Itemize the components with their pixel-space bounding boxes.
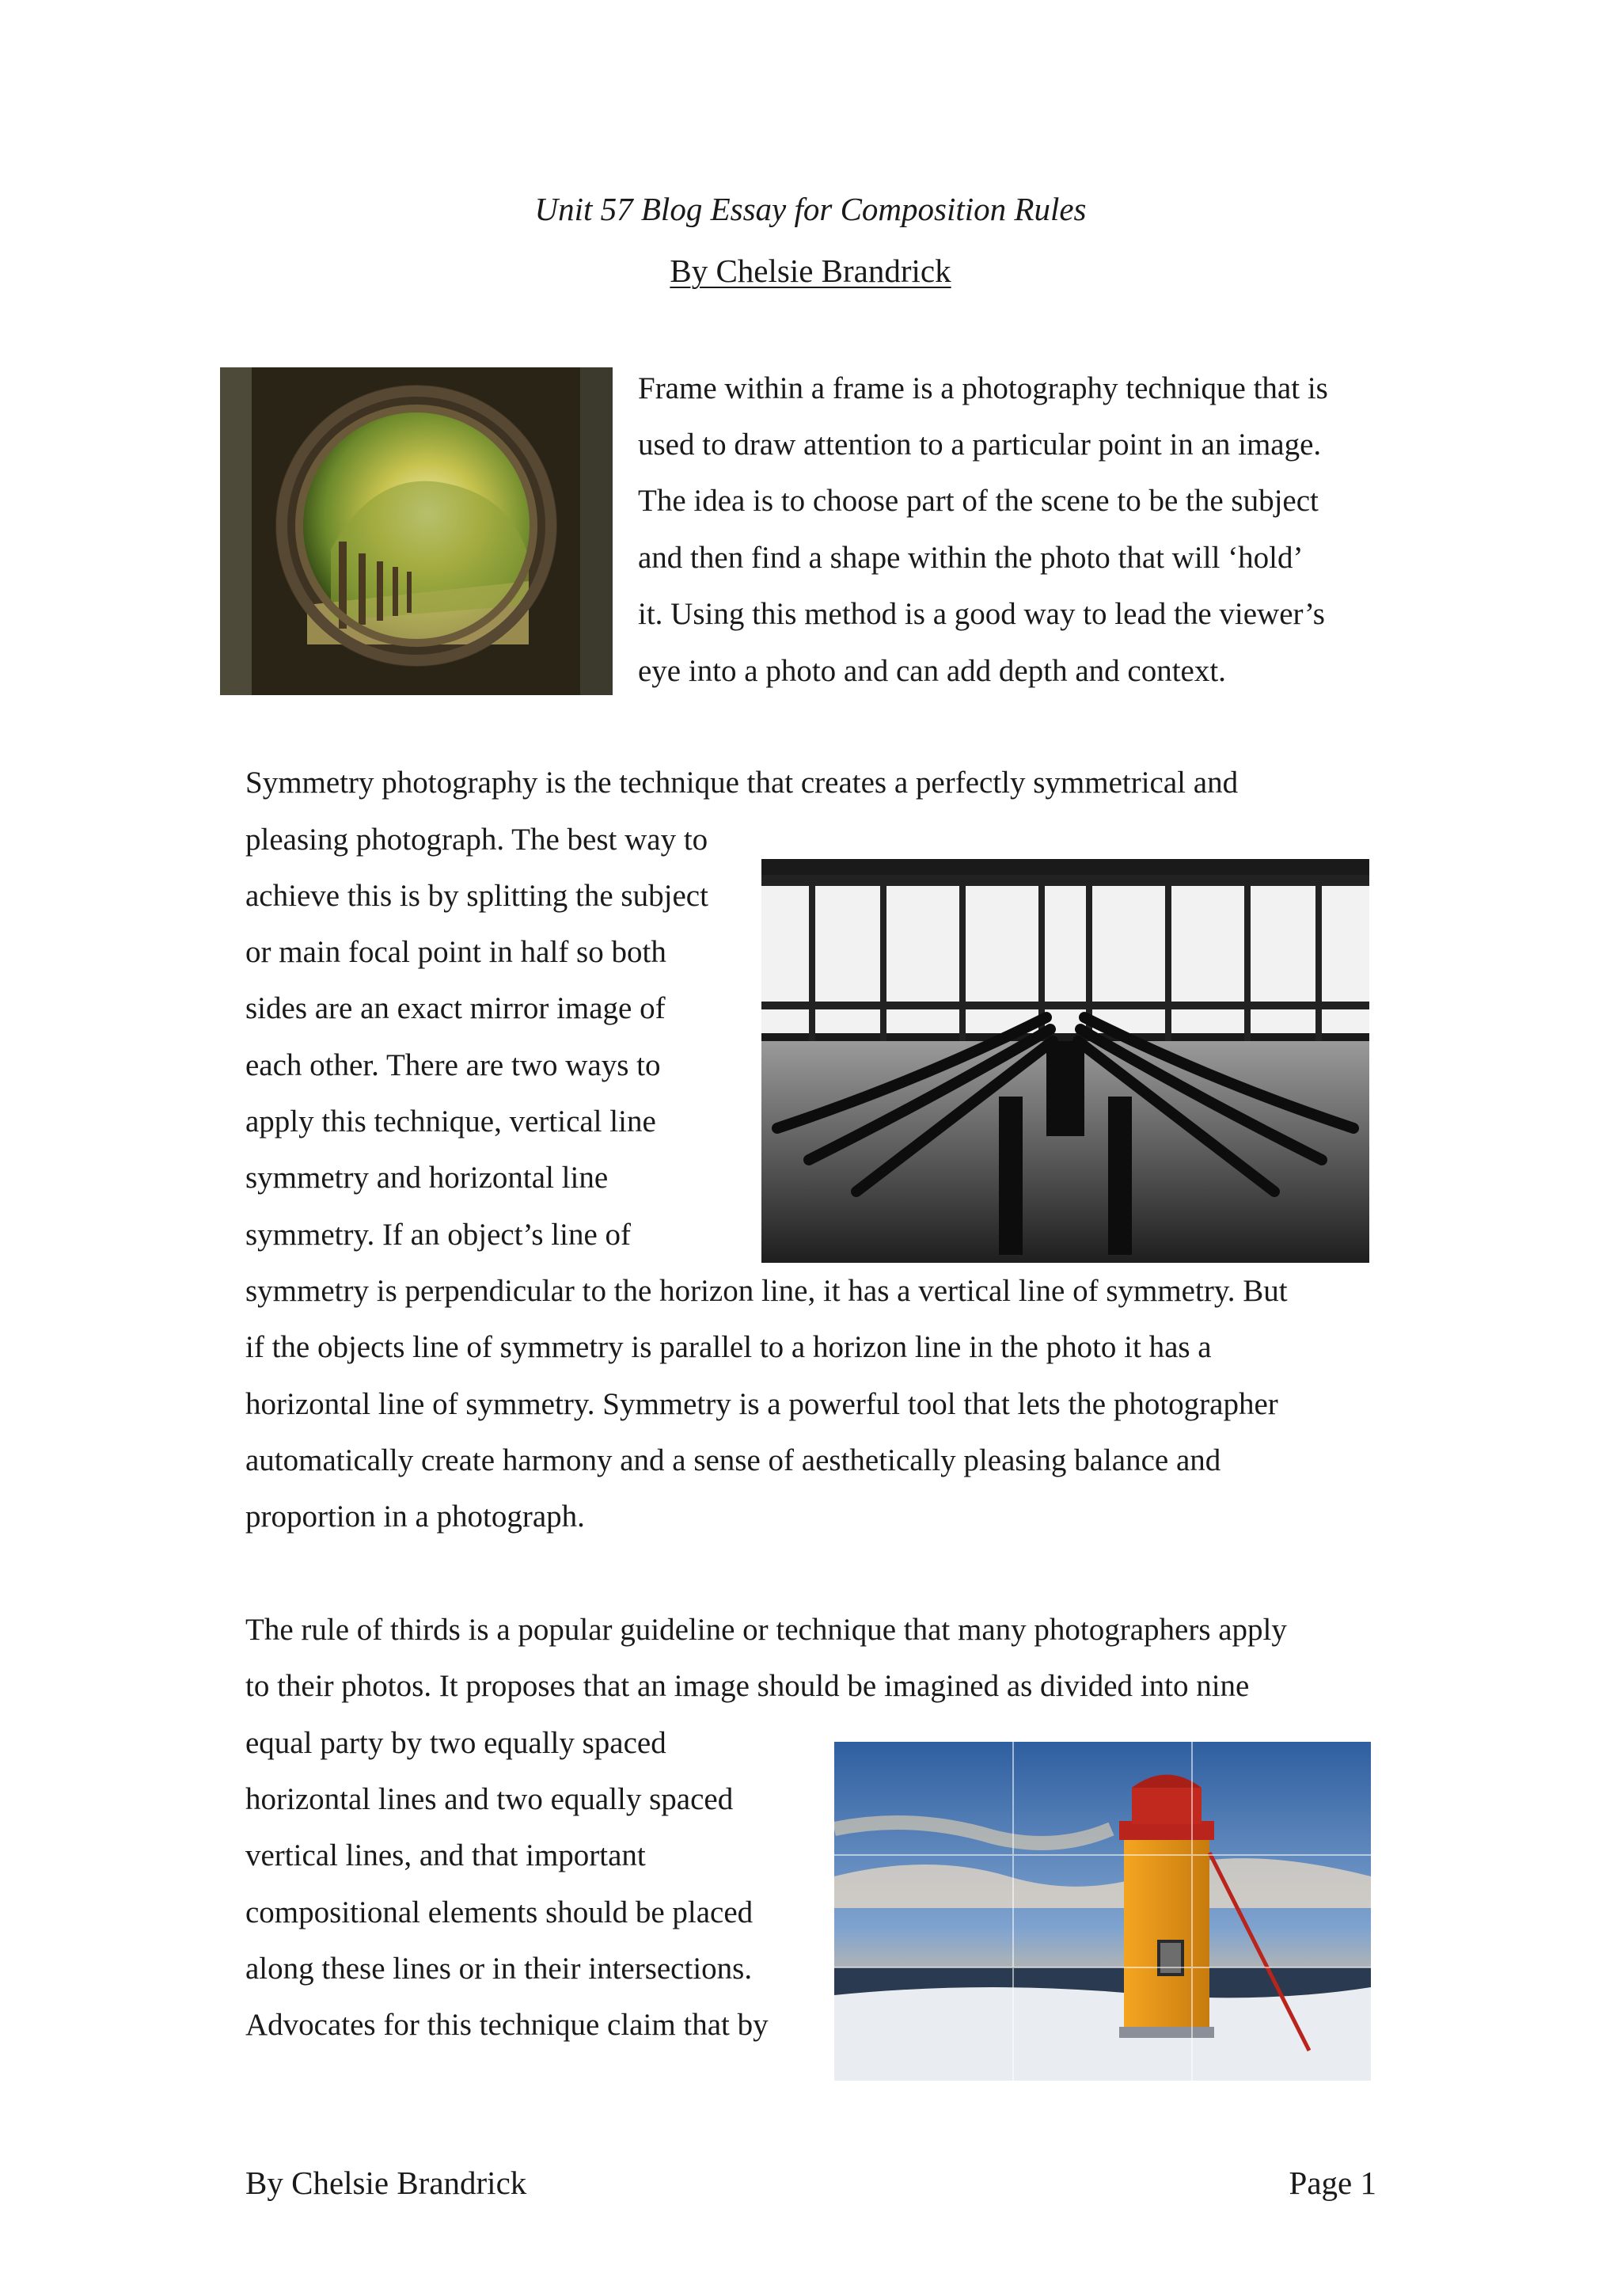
thirds-text-line: The rule of thirds is a popular guideline or technique that many photographers apply xyxy=(245,1613,1287,1647)
footer-author: By Chelsie Brandrick xyxy=(245,2165,527,2201)
symmetry-text-line: if the objects line of symmetry is parallel to a horizon line in the photo it has a xyxy=(245,1330,1212,1364)
symmetry-text-line: achieve this is by splitting the subject xyxy=(245,879,708,913)
symmetry-text-line: each other. There are two ways to xyxy=(245,1048,661,1082)
symmetry-text-line: symmetry is perpendicular to the horizon line, it has a vertical line of symmetry. But xyxy=(245,1274,1288,1308)
symmetry-text-line: apply this technique, vertical line xyxy=(245,1104,656,1138)
document-author xyxy=(0,252,1621,290)
symmetry-text-line: horizontal line of symmetry. Symmetry is a powerful tool that lets the photographer xyxy=(245,1387,1278,1421)
symmetry-text-line: proportion in a photograph. xyxy=(245,1500,585,1534)
thirds-text-line: compositional elements should be placed xyxy=(245,1895,754,1929)
symmetry-text-line: symmetry and horizontal line xyxy=(245,1161,609,1195)
thirds-text-line: equal party by two equally spaced xyxy=(245,1726,666,1760)
frame-text-line: The idea is to choose part of the scene to be the subject xyxy=(638,484,1319,518)
page-number: Page 1 xyxy=(1289,2165,1376,2201)
document-title: Unit 57 Blog Essay for Composition Rules xyxy=(534,191,1087,227)
frame-text-line: and then find a shape within the photo that will ‘hold’ xyxy=(638,541,1304,575)
symmetry-photo xyxy=(761,859,1369,1263)
thirds-text-line: vertical lines, and that important xyxy=(245,1838,646,1872)
frame-text-line: it. Using this method is a good way to lead the viewer’s xyxy=(638,597,1325,631)
frame-within-frame-photo xyxy=(220,367,613,695)
thirds-text-line: along these lines or in their intersections. xyxy=(245,1952,753,1986)
symmetry-text-line: Symmetry photography is the technique that creates a perfectly symmetrical and xyxy=(245,766,1239,800)
symmetry-text-line: or main focal point in half so both xyxy=(245,935,666,969)
thirds-text-line: to their photos. It proposes that an image should be imagined as divided into nine xyxy=(245,1669,1250,1703)
symmetry-text-line: symmetry. If an object’s line of xyxy=(245,1218,632,1252)
rule-of-thirds-photo xyxy=(834,1742,1371,2081)
frame-text-line: eye into a photo and can add depth and context. xyxy=(638,654,1226,688)
frame-text-line: used to draw attention to a particular point in an image. xyxy=(638,428,1322,462)
symmetry-text-line: pleasing photograph. The best way to xyxy=(245,823,708,857)
frame-text-line: Frame within a frame is a photography technique that is xyxy=(638,371,1328,405)
symmetry-text-line: sides are an exact mirror image of xyxy=(245,991,666,1025)
author-link: By Chelsie Brandrick xyxy=(670,253,951,289)
thirds-text-line: Advocates for this technique claim that by xyxy=(245,2008,769,2042)
thirds-text-line: horizontal lines and two equally spaced xyxy=(245,1782,734,1816)
symmetry-text-line: automatically create harmony and a sense of aesthetically pleasing balance and xyxy=(245,1443,1221,1477)
